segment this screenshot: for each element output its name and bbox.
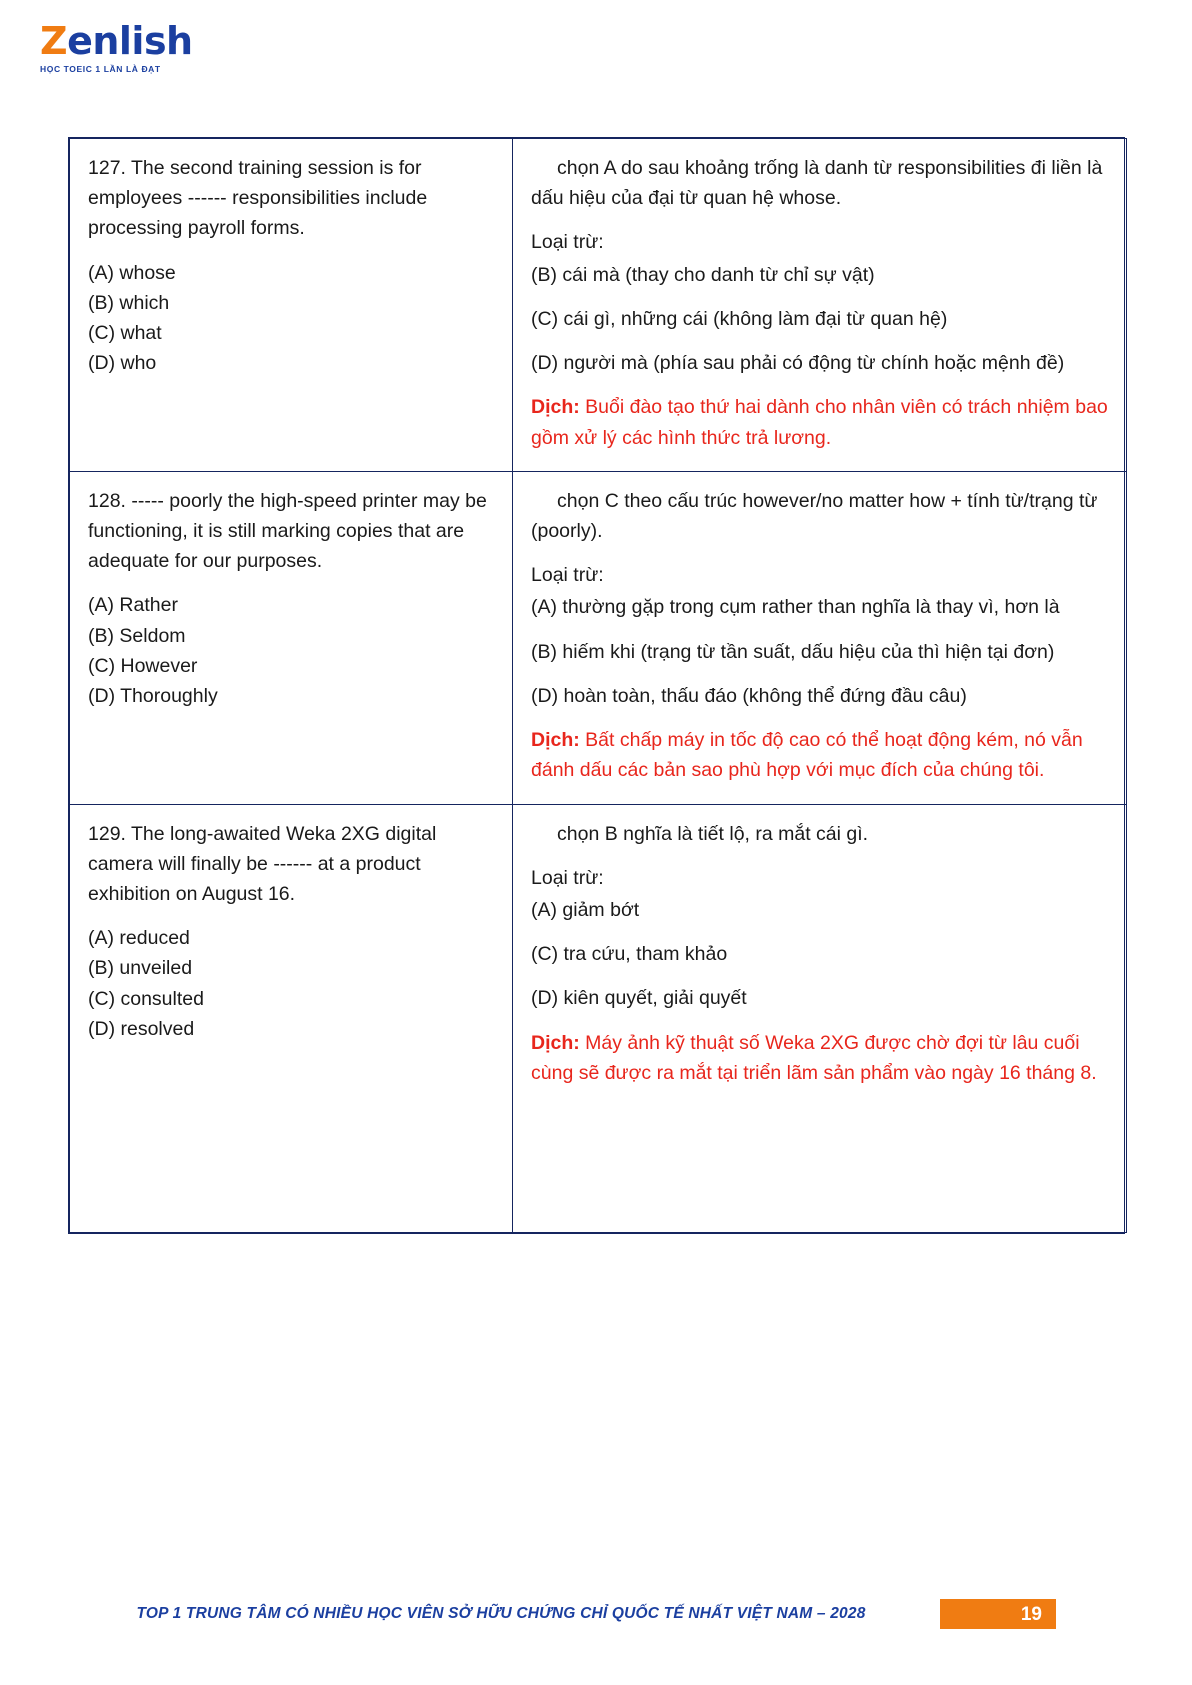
- exclusion-item: (D) hoàn toàn, thấu đáo (không thể đứng đầu câu): [531, 684, 967, 707]
- brand-logo: [40, 19, 340, 74]
- exclusion-item: (D) kiên quyết, giải quyết: [531, 987, 747, 1010]
- answer-explanation: chọn C theo cấu trúc however/no matter how + tính từ/trạng từ (poorly).: [531, 489, 1098, 542]
- cell-spacer: [88, 1044, 494, 1214]
- answer-choices: [88, 923, 494, 1044]
- translation-label: Dịch:: [531, 729, 580, 752]
- exclusion-item: (B) hiếm khi (trạng từ tần suất, dấu hiệu của thì hiện tại đơn): [531, 640, 1055, 663]
- choice-c: (C) what: [88, 322, 162, 345]
- brand-tagline: HỌC TOEIC 1 LẦN LÀ ĐẠT: [40, 64, 161, 74]
- choice-a: (A) Rather: [88, 594, 178, 617]
- choice-c: (C) consulted: [88, 987, 204, 1010]
- explanation-table-wrapper: [68, 137, 1125, 1234]
- choice-d: (D) resolved: [88, 1017, 195, 1040]
- brand-wordmark: [40, 19, 340, 63]
- exclusion-item: (C) cái gì, những cái (không làm đại từ quan hệ): [531, 307, 948, 330]
- table-row: [70, 471, 1127, 804]
- choice-a: (A) reduced: [88, 927, 190, 950]
- question-stem: 129. The long-awaited Weka 2XG digital camera will finally be ------ at a product exhibition on August 16.: [88, 822, 437, 905]
- question-cell-129: [70, 804, 513, 1233]
- question-cell-128: [70, 471, 513, 804]
- choice-c: (C) However: [88, 654, 198, 677]
- exclusion-label: Loại trừ:: [531, 564, 604, 587]
- translation-text: Bất chấp máy in tốc độ cao có thể hoạt động kém, nó vẫn đánh dấu các bản sao phù hợp với mục đích của chúng tôi.: [531, 729, 1083, 782]
- translation-block: [531, 1028, 1108, 1088]
- brand-initial: Z: [40, 19, 68, 63]
- choice-b: (B) unveiled: [88, 957, 193, 980]
- exclusion-item: (A) thường gặp trong cụm rather than nghĩa là thay vì, hơn là: [531, 596, 1060, 619]
- answer-choices: [88, 590, 494, 711]
- translation-block: [531, 725, 1108, 785]
- choice-a: (A) whose: [88, 261, 176, 284]
- exclusion-item: (D) người mà (phía sau phải có động từ chính hoặc mệnh đề): [531, 352, 1065, 375]
- explanation-table: [69, 138, 1127, 1233]
- translation-block: [531, 392, 1108, 452]
- exclusion-label: Loại trừ:: [531, 866, 604, 889]
- answer-choices: [88, 258, 494, 379]
- table-row: [70, 804, 1127, 1233]
- question-cell-127: [70, 139, 513, 472]
- table-row: [70, 139, 1127, 472]
- explanation-cell-127: [513, 139, 1127, 472]
- exclusion-label: Loại trừ:: [531, 231, 604, 254]
- exclusion-item: (B) cái mà (thay cho danh từ chỉ sự vật): [531, 263, 875, 286]
- translation-label: Dịch:: [531, 396, 580, 419]
- page-number: 19: [1020, 1604, 1042, 1625]
- choice-b: (B) which: [88, 291, 170, 314]
- explanation-cell-128: [513, 471, 1127, 804]
- explanation-cell-129: [513, 804, 1127, 1233]
- page-footer: [0, 1599, 1192, 1633]
- choice-d: (D) Thoroughly: [88, 685, 218, 708]
- translation-text: Buổi đào tạo thứ hai dành cho nhân viên có trách nhiệm bao gồm xử lý các hình thức trả lương.: [531, 396, 1108, 449]
- question-stem: 127. The second training session is for employees ------ responsibilities include processing payroll forms.: [88, 157, 428, 240]
- question-stem: 128. ----- poorly the high-speed printer may be functioning, it is still marking copies that are adequate for our purposes.: [88, 489, 487, 573]
- answer-explanation: chọn A do sau khoảng trống là danh từ responsibilities đi liền là dấu hiệu của đại từ quan hệ whose.: [531, 157, 1103, 210]
- translation-label: Dịch:: [531, 1031, 580, 1054]
- brand-name-rest: enlish: [67, 19, 193, 63]
- answer-explanation: chọn B nghĩa là tiết lộ, ra mắt cái gì.: [557, 822, 869, 845]
- exclusion-item: (A) giảm bớt: [531, 898, 640, 921]
- exclusion-item: (C) tra cứu, tham khảo: [531, 943, 728, 966]
- choice-d: (D) who: [88, 352, 157, 375]
- footer-slogan: TOP 1 TRUNG TÂM CÓ NHIỀU HỌC VIÊN SỞ HỮU CHỨNG CHỈ QUỐC TẾ NHẤT VIỆT NAM – 2028: [136, 1605, 866, 1622]
- translation-text: Máy ảnh kỹ thuật số Weka 2XG được chờ đợi từ lâu cuối cùng sẽ được ra mắt tại triển lãm sản phẩm vào ngày 16 tháng 8.: [531, 1031, 1097, 1084]
- choice-b: (B) Seldom: [88, 624, 186, 647]
